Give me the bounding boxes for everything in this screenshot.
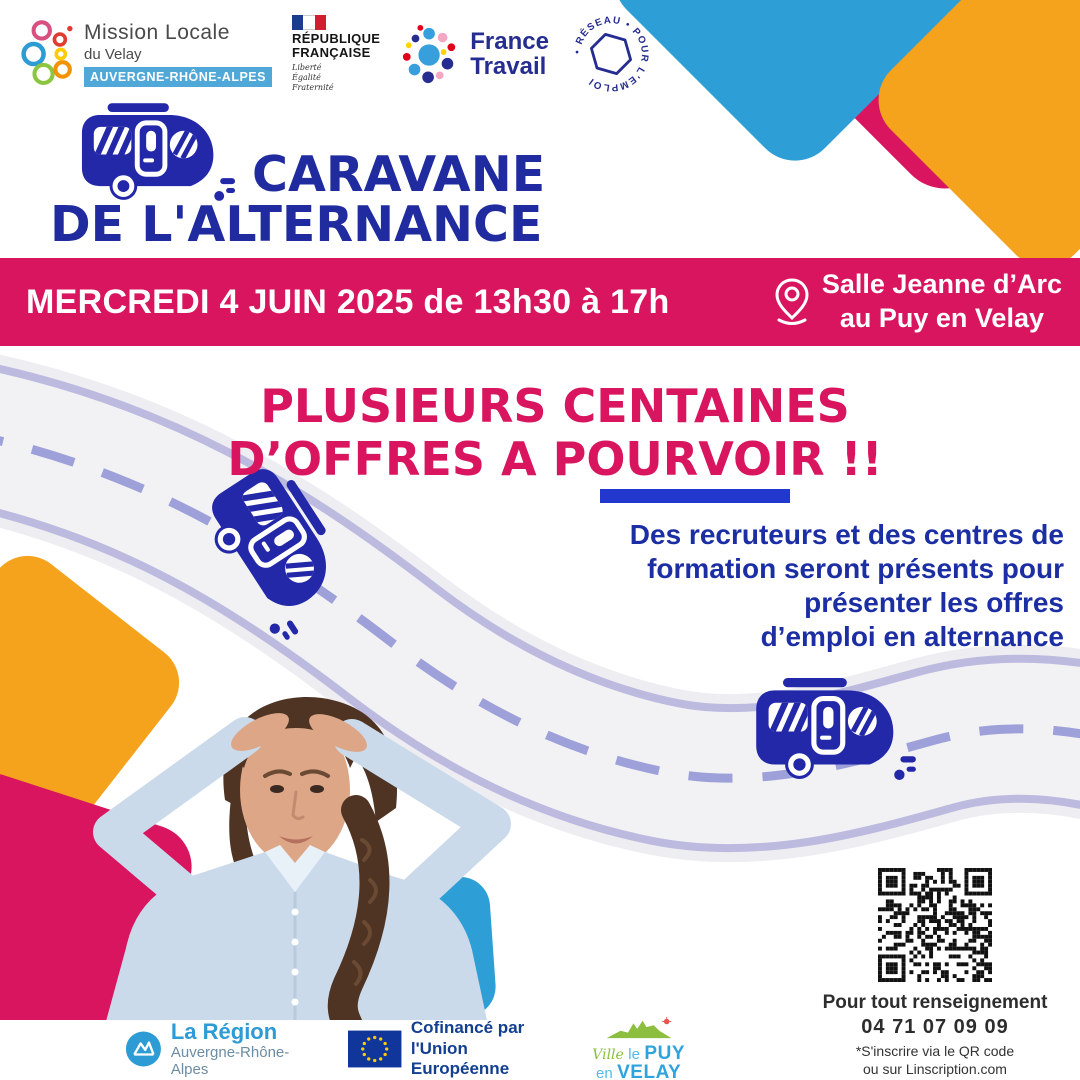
event-datetime: MERCREDI 4 JUIN 2025 de 13h30 à 17h <box>26 282 670 321</box>
description-line2: formation seront présents pour <box>647 553 1064 585</box>
france-travail-line1: France <box>470 27 549 55</box>
event-location-line1: Salle Jeanne d’Arc <box>821 269 1062 300</box>
mission-locale-sub: du Velay <box>84 46 142 63</box>
region-mountain-icon <box>125 1029 162 1069</box>
qr-code <box>878 868 992 982</box>
offers-headline-line1: PLUSIEURS CENTAINES <box>260 379 850 433</box>
reseau-badge-text: • RÉSEAU • POUR L'EMPLOI <box>572 14 650 94</box>
mission-locale-name: Mission Locale <box>84 21 230 44</box>
contact-label: Pour tout renseignement <box>822 992 1048 1013</box>
republique-francaise-logo <box>292 15 380 94</box>
mission-locale-logo <box>20 14 272 94</box>
description-line1: Des recruteurs et des centres de <box>629 519 1064 550</box>
offers-headline-line2: D’OFFRES A POURVOIR !! <box>227 432 883 487</box>
puy-en: en <box>595 1065 613 1080</box>
description-line4: d’emploi en alternance <box>760 621 1064 653</box>
motto-liberte: Liberté <box>292 63 322 73</box>
france-travail-line2: Travail <box>470 53 547 80</box>
puy-le: le <box>628 1046 640 1063</box>
region-aura-logo <box>125 1020 314 1077</box>
offers-headline <box>210 380 900 487</box>
le-puy-en-velay-logo <box>592 1016 685 1080</box>
contact-block <box>790 868 1080 1078</box>
location-pin-icon <box>772 276 812 328</box>
region-sub: Auvergne-Rhône-Alpes <box>170 1043 290 1078</box>
description-line3: présenter les offres <box>804 587 1064 619</box>
event-location-line2: au Puy en Velay <box>839 303 1044 333</box>
french-flag-icon <box>292 15 326 30</box>
headline-underline-bar <box>600 489 790 503</box>
puy-skyline-icon <box>600 1016 678 1040</box>
republique-line1: RÉPUBLIQUE <box>292 30 381 46</box>
puy-velay: VELAY <box>617 1062 682 1080</box>
eu-line2: l'Union Européenne <box>410 1038 510 1079</box>
eu-flag-icon <box>348 1029 401 1069</box>
partner-logos-header <box>20 12 653 96</box>
contact-note1: *S'inscrire via le QR code <box>855 1043 1015 1059</box>
caravan-on-road-icon-2 <box>752 678 917 781</box>
republique-line2: FRANÇAISE <box>292 45 371 60</box>
mission-locale-region-band: AUVERGNE-RHÔNE-ALPES <box>84 67 272 87</box>
contact-phone: 04 71 07 09 09 <box>861 1016 1009 1038</box>
france-travail-dots-icon <box>400 23 462 85</box>
reseau-pour-emploi-badge <box>569 12 653 96</box>
svg-text:• RÉSEAU • POUR L'EMPLOI <box>572 15 650 93</box>
france-travail-logo <box>400 23 549 85</box>
contact-note2: ou sur Linscription.com <box>863 1061 1007 1078</box>
mission-locale-rings-icon <box>20 14 78 94</box>
motto-fraternite: Fraternité <box>292 83 334 93</box>
eu-line1: Cofinancé par <box>410 1018 525 1038</box>
date-location-banner <box>0 258 1080 346</box>
eu-cofinance-logo <box>348 1018 558 1079</box>
poster-title-line2: DE L'ALTERNANCE <box>50 196 543 253</box>
puy-ville: Ville <box>592 1047 624 1063</box>
motto-egalite: Égalité <box>292 73 321 83</box>
woman-photo <box>40 640 540 1025</box>
caravan-logo-icon <box>78 103 236 202</box>
event-description <box>594 518 1064 655</box>
puy-puy: PUY <box>644 1043 685 1064</box>
poster-title-line1: CARAVANE <box>252 146 546 203</box>
partner-logos-footer <box>125 1020 685 1078</box>
region-name: La Région <box>170 1019 278 1045</box>
